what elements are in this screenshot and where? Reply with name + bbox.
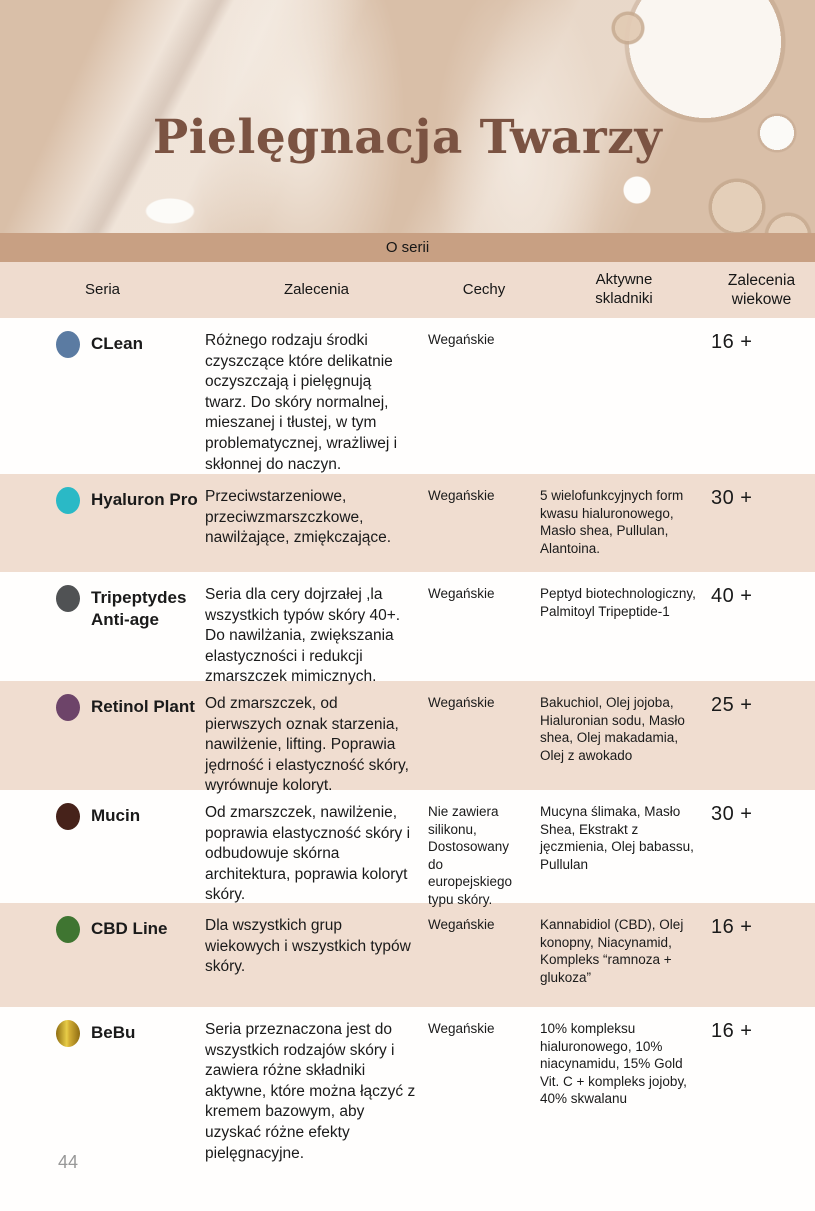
series-color-dot: [56, 1020, 80, 1047]
series-recommendations: Od zmarszczek, nawilżenie, poprawia elastyczność skóry i odbudowuje skórna architektura, poprawia koloryt skóry.: [205, 804, 411, 904]
table-row-hyaluron-pro: [0, 474, 815, 572]
series-recommendations: Od zmarszczek, od pierwszych oznak starzenia, nawilżenie, lifting. Poprawia jędrność i elastyczność skóry, wyrównuje koloryt.: [205, 695, 409, 795]
series-active-ingredients: Kannabidiol (CBD), Olej konopny, Niacynamid, Kompleks “ramnoza + glukoza”: [540, 917, 684, 985]
series-age-recommendation: 40 +: [711, 585, 753, 607]
series-features: Wegańskie: [428, 586, 495, 601]
series-name: CBD Line: [91, 919, 168, 938]
column-header-aktywne-skladniki: Aktywne skladniki: [595, 271, 653, 307]
series-color-dot: [56, 331, 80, 358]
column-header-zalecenia-wiekowe: Zalecenia wiekowe: [727, 271, 796, 308]
series-color-dot: [56, 585, 80, 612]
section-band: [0, 233, 815, 262]
series-color-dot: [56, 487, 80, 514]
table-row-clean: [0, 318, 815, 474]
series-features: Nie zawiera silikonu, Dostosowany do europejskiego typu skóry.: [428, 804, 513, 907]
series-recommendations: Dla wszystkich grup wiekowych i wszystkich typów skóry.: [205, 917, 411, 976]
series-active-ingredients: 10% kompleksu hialuronowego, 10% niacynamidu, 15% Gold Vit. C + kompleks jojoby, 40% skwalanu: [540, 1021, 687, 1107]
table-row-cbd-line: [0, 903, 815, 1007]
series-age-recommendation: 16 +: [711, 1020, 753, 1042]
series-age-recommendation: 16 +: [711, 916, 753, 938]
series-active-ingredients: 5 wielofunkcyjnych form kwasu hialuronowego, Masło shea, Pullulan, Alantoina.: [540, 488, 684, 556]
hero-cream-texture-image: [0, 0, 815, 233]
series-name: Retinol Plant: [91, 697, 195, 716]
series-recommendations: Przeciwstarzeniowe, przeciwzmarszczkowe, nawilżające, zmiękczające.: [205, 488, 392, 547]
series-recommendations: Różnego rodzaju środki czyszczące które delikatnie oczyszczają i pielęgnują twarz. Do skóry normalnej, mieszanej i tłustej, w tym problematycznej, wrażliwej i skłonnej do naczyn.: [205, 332, 398, 473]
series-color-dot: [56, 694, 80, 721]
series-features: Wegańskie: [428, 488, 495, 503]
series-name: Mucin: [91, 806, 141, 825]
series-features: Wegańskie: [428, 695, 495, 710]
series-age-recommendation: 30 +: [711, 803, 753, 825]
section-band-label: O serii: [385, 239, 430, 256]
series-features: Wegańskie: [428, 917, 495, 932]
page-number: 44: [58, 1152, 79, 1172]
series-color-dot: [56, 916, 80, 943]
series-name: BeBu: [91, 1023, 136, 1042]
table-row-bebu: [0, 1007, 815, 1211]
table-row-retinol-plant: [0, 681, 815, 795]
series-recommendations: Seria przeznaczona jest do wszystkich rodzajów skóry i zawiera różne składniki aktywne, które można łączyć z kremem bazowym, aby uzyskać różne efekty pielęgnacyjne.: [205, 1021, 416, 1162]
series-name: Hyaluron Pro: [91, 490, 198, 509]
series-features: Wegańskie: [428, 332, 495, 347]
column-header-zalecenia: Zalecenia: [283, 280, 350, 298]
column-header-cechy: Cechy: [462, 280, 506, 298]
series-color-dot: [56, 803, 80, 830]
series-name: Tripeptydes Anti-age: [91, 588, 187, 630]
series-age-recommendation: 25 +: [711, 694, 753, 716]
series-age-recommendation: 16 +: [711, 331, 753, 353]
table-row-mucin: [0, 790, 815, 907]
series-recommendations: Seria dla cery dojrzałej ,la wszystkich typów skóry 40+. Do nawilżania, zwiększania elastyczności i redukcji zmarszczek mimicznych.: [205, 586, 401, 686]
series-active-ingredients: Bakuchiol, Olej jojoba, Hialuronian sodu, Masło shea, Olej makadamia, Olej z awokado: [540, 695, 685, 763]
series-active-ingredients: Mucyna ślimaka, Masło Shea, Ekstrakt z jęczmienia, Olej babassu, Pullulan: [540, 804, 694, 872]
column-header-seria: Seria: [84, 280, 121, 298]
series-name: CLean: [91, 334, 143, 353]
series-age-recommendation: 30 +: [711, 487, 753, 509]
table-header: [0, 262, 815, 318]
series-active-ingredients: Peptyd biotechnologiczny, Palmitoyl Tripeptide-1: [540, 586, 696, 619]
table-row-tripeptydes-anti-age: [0, 572, 815, 686]
series-features: Wegańskie: [428, 1021, 495, 1036]
page-title: Pielęgnacja Twarzy: [152, 110, 663, 165]
